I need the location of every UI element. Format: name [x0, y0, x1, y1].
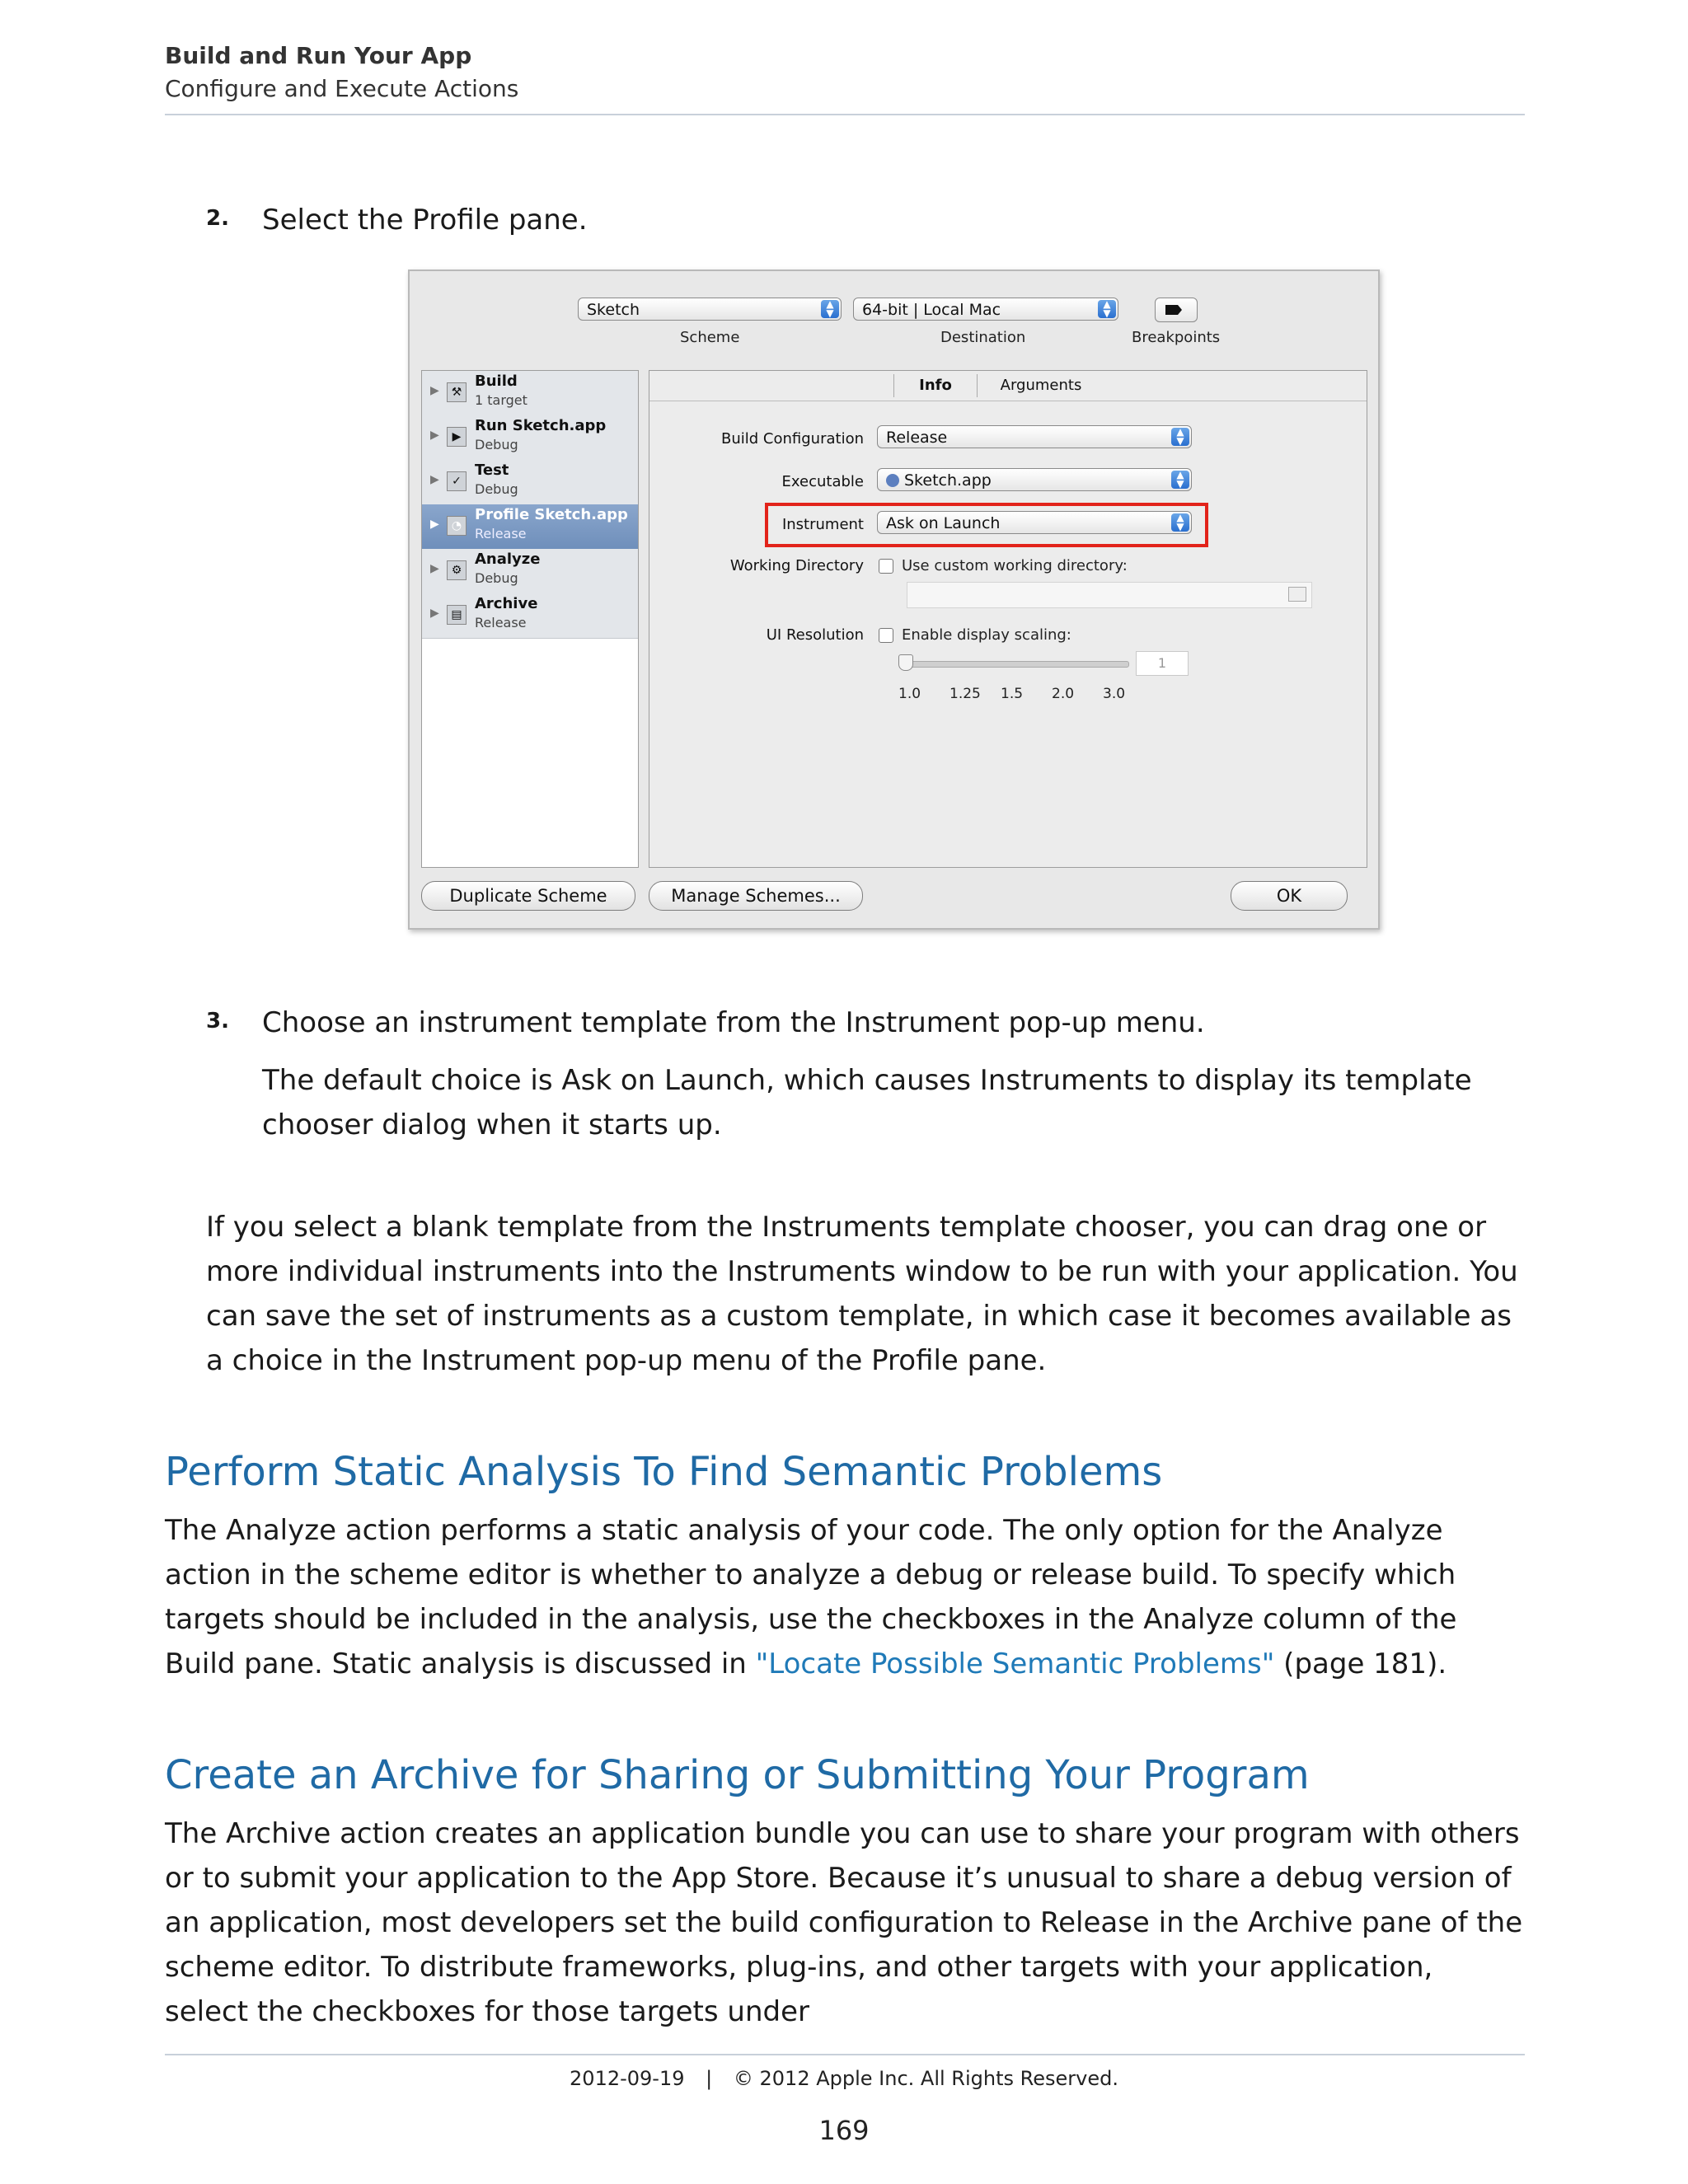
step-note: The default choice is Ask on Launch, which causes Instruments to display its template chooser dialog when it starts up.	[262, 1064, 1472, 1141]
slider-tick-label: 1.25	[950, 686, 981, 702]
paragraph-text: (page 181).	[1274, 1647, 1447, 1680]
page-footer	[0, 2067, 1688, 2090]
destination-value: 64-bit | Local Mac	[862, 301, 1001, 319]
custom-workdir-checkbox[interactable]	[879, 559, 893, 574]
disclosure-triangle-icon[interactable]: ▶	[430, 384, 439, 397]
breakpoint-icon	[1165, 305, 1182, 315]
destination-popup[interactable]	[853, 298, 1118, 321]
sidebar-item-analyze[interactable]	[422, 549, 638, 594]
archive-action-icon: ▤	[447, 605, 467, 625]
sidebar-item-sublabel: Debug	[475, 570, 518, 586]
locate-semantic-problems-link[interactable]: "Locate Possible Semantic Problems"	[755, 1647, 1275, 1680]
duplicate-scheme-button[interactable]: Duplicate Scheme	[421, 881, 635, 911]
executable-label: Executable	[781, 473, 864, 490]
ui-resolution-label: UI Resolution	[766, 626, 864, 644]
slider-tick-label: 3.0	[1103, 686, 1126, 702]
sidebar-item-sublabel: Release	[475, 526, 527, 541]
executable-value: Sketch.app	[904, 471, 992, 490]
disclosure-triangle-icon[interactable]: ▶	[430, 429, 439, 442]
test-action-icon: ✓	[447, 471, 467, 491]
sidebar-item-run[interactable]	[422, 415, 638, 461]
build-configuration-popup[interactable]	[877, 425, 1192, 448]
sidebar-item-label: Archive	[475, 595, 538, 612]
section-heading-archive: Create an Archive for Sharing or Submitting Your Program	[165, 1752, 1310, 1798]
sidebar-item-label: Run Sketch.app	[475, 417, 607, 434]
pane-tabs	[649, 371, 1367, 401]
display-scaling-checkbox[interactable]	[879, 628, 893, 643]
section-title: Configure and Execute Actions	[165, 75, 519, 102]
archive-paragraph: The Archive action creates an application bundle you can use to share your program with others or to submit your application to the App Store. Because it’s unusual to share a debug version of an application, most developers set the build configuration to Release in the Archive pane of the scheme editor. To distribute frameworks, plug-ins, and other targets with your application, select the checkboxes for those targets under	[165, 1817, 1523, 2028]
sidebar-item-sublabel: 1 target	[475, 392, 528, 408]
app-icon	[886, 474, 899, 487]
build-configuration-label: Build Configuration	[721, 430, 864, 448]
footer-divider	[165, 2054, 1525, 2055]
manage-schemes-button[interactable]: Manage Schemes...	[649, 881, 863, 911]
scheme-value: Sketch	[587, 301, 640, 319]
sidebar-item-sublabel: Debug	[475, 437, 518, 452]
build-action-icon: ⚒	[447, 382, 467, 402]
popup-arrows-icon: ▲ ▼	[1171, 428, 1189, 446]
breakpoints-toggle[interactable]	[1155, 298, 1198, 322]
profile-pane	[649, 370, 1367, 868]
chapter-title: Build and Run Your App	[165, 42, 472, 69]
sidebar-item-label: Test	[475, 462, 509, 479]
display-scaling-check-label: Enable display scaling:	[902, 626, 1071, 644]
popup-arrows-icon: ▲ ▼	[1171, 513, 1189, 532]
paragraph-text: The Analyze action performs a static analysis of your code. The only option for the Analyze action in the scheme editor is whether to analyze a debug or release build. To specify which targets should be included in the analysis, use the checkboxes in the Analyze column of the Build pane. Static analysis is discussed in	[165, 1514, 1457, 1680]
tab-arguments[interactable]: Arguments	[1000, 377, 1082, 394]
destination-label: Destination	[940, 329, 1026, 346]
footer-copyright: © 2012 Apple Inc. All Rights Reserved.	[733, 2067, 1118, 2090]
sidebar-item-build[interactable]	[422, 371, 638, 416]
sidebar-item-sublabel: Debug	[475, 481, 518, 497]
instrument-value: Ask on Launch	[886, 514, 1001, 532]
tab-info[interactable]: Info	[893, 374, 978, 397]
scheme-label: Scheme	[680, 329, 740, 346]
header-divider	[165, 114, 1525, 115]
slider-tick-label: 2.0	[1052, 686, 1075, 702]
instrument-label: Instrument	[781, 516, 864, 533]
section-heading-static-analysis: Perform Static Analysis To Find Semantic Problems	[165, 1449, 1163, 1495]
footer-date: 2012-09-19	[570, 2067, 685, 2090]
static-analysis-paragraph	[165, 1508, 1525, 1686]
running-header	[165, 40, 1525, 105]
sidebar-item-sublabel: Release	[475, 615, 527, 630]
scheme-popup[interactable]	[578, 298, 842, 321]
sidebar-item-test[interactable]	[422, 460, 638, 505]
executable-popup[interactable]	[877, 468, 1192, 491]
step-text: Choose an instrument template from the Instrument pop-up menu.	[262, 1006, 1205, 1039]
scale-value-field[interactable]: 1	[1136, 651, 1189, 676]
profile-action-icon: ◔	[447, 516, 467, 536]
sidebar-item-profile[interactable]	[422, 504, 638, 550]
sidebar-item-archive[interactable]	[422, 593, 638, 639]
footer-separator: |	[706, 2067, 713, 2090]
custom-workdir-check-label: Use custom working directory:	[902, 557, 1128, 574]
scale-slider-track[interactable]	[907, 661, 1129, 668]
analyze-action-icon: ⚙	[447, 560, 467, 580]
slider-tick-label: 1.5	[1001, 686, 1024, 702]
instrument-popup[interactable]	[877, 511, 1192, 534]
popup-arrows-icon: ▲ ▼	[821, 300, 839, 318]
instruments-template-paragraph: If you select a blank template from the Instruments template chooser, you can drag one or more individual instruments into the Instruments window to be run with your application. You can save the set of instruments as a custom template, in which case it becomes available as a choice in the Instrument pop-up menu of the Profile pane.	[206, 1211, 1518, 1377]
slider-tick-label: 1.0	[898, 686, 921, 702]
step-text: Select the Profile pane.	[262, 204, 588, 237]
disclosure-triangle-icon[interactable]: ▶	[430, 473, 439, 486]
step-number: 2.	[206, 206, 229, 231]
popup-arrows-icon: ▲ ▼	[1098, 300, 1116, 318]
disclosure-triangle-icon[interactable]: ▶	[430, 607, 439, 620]
disclosure-triangle-icon[interactable]: ▶	[430, 562, 439, 575]
sidebar-item-label: Profile Sketch.app	[475, 506, 628, 523]
sidebar-item-label: Analyze	[475, 551, 541, 568]
scale-slider-thumb[interactable]	[898, 654, 913, 671]
scheme-editor-screenshot	[408, 269, 1380, 930]
breakpoints-label: Breakpoints	[1132, 329, 1221, 346]
folder-icon[interactable]	[1288, 587, 1306, 602]
popup-arrows-icon: ▲ ▼	[1171, 471, 1189, 489]
disclosure-triangle-icon[interactable]: ▶	[430, 518, 439, 531]
build-configuration-value: Release	[886, 429, 948, 447]
working-directory-field[interactable]	[907, 582, 1312, 608]
page-number: 169	[818, 2115, 870, 2146]
sidebar-item-label: Build	[475, 373, 518, 390]
ok-button[interactable]: OK	[1231, 881, 1348, 911]
step-number: 3.	[206, 1009, 229, 1033]
action-sidebar	[421, 370, 639, 868]
working-directory-label: Working Directory	[729, 557, 864, 574]
run-action-icon: ▶	[447, 427, 467, 447]
